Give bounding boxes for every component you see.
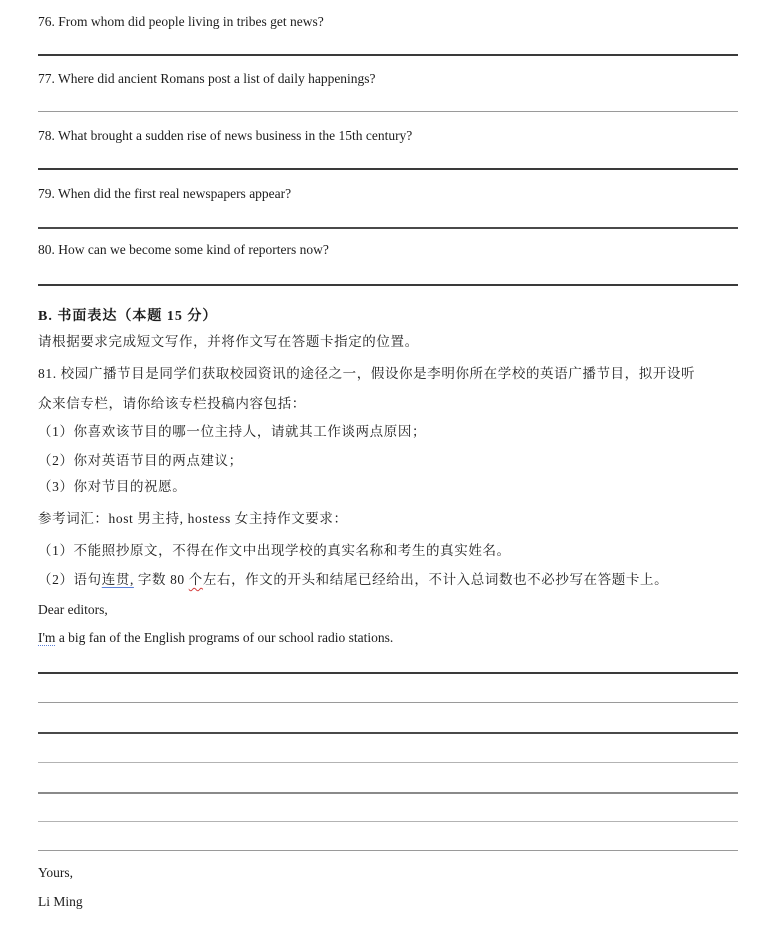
requirement-2 [38,571,668,589]
essay-line [38,702,738,703]
spellcheck-underline: I'm [38,630,56,645]
answer-line [38,54,738,56]
grammar-check-underline: 连贯, [101,572,134,587]
letter-signature: Li Ming [38,894,83,909]
question-77: 77. Where did ancient Romans post a list of daily happenings? [38,71,376,86]
letter-closing: Yours, [38,865,74,880]
requirement-2-text: （2）语句 [38,572,102,587]
question-78: 78. What brought a sudden rise of news business in the 15th century? [38,128,413,143]
requirement-2-text: 左右，作文的开头和结尾已经给出，不计入总词数也不必抄写在答题卡上。 [202,572,669,587]
answer-line [38,168,738,170]
requirement-1: （1）不能照抄原文，不得在作文中出现学校的真实名称和考生的真实姓名。 [38,543,511,558]
letter-opening-text: a big fan of the English programs of our school radio stations. [55,630,394,645]
essay-line [38,792,738,794]
essay-line [38,850,738,851]
question-80: 80. How can we become some kind of reporters now? [38,242,329,257]
reference-words: 参考词汇：host 男主持, hostess 女主持作文要求： [38,511,348,526]
letter-salutation: Dear editors, [38,602,108,617]
requirement-2-text: 字数 80 [133,572,189,587]
essay-line [38,762,738,763]
task-81-line2: 众来信专栏，请你给该专栏投稿内容包括： [38,396,306,411]
section-b-instruction: 请根据要求完成短文写作，并将作文写在答题卡指定的位置。 [38,334,419,349]
spellcheck-underline: 个 [188,572,203,587]
essay-line [38,732,738,734]
answer-line [38,111,738,112]
question-76: 76. From whom did people living in tribes get news? [38,14,324,29]
essay-line [38,672,738,674]
section-divider-line [38,284,738,286]
essay-line [38,821,738,822]
content-point-2: （2）你对英语节目的两点建议； [38,453,243,468]
content-point-1: （1）你喜欢该节目的哪一位主持人，请就其工作谈两点原因； [38,424,427,439]
content-point-3: （3）你对节目的祝愿。 [38,479,187,494]
section-b-heading: B. 书面表达（本题 15 分） [38,309,218,324]
answer-line [38,227,738,229]
letter-opening [38,629,393,646]
task-81-line1: 81. 校园广播节目是同学们获取校园资讯的途径之一，假设你是李明你所在学校的英语广播节目，拟开设听 [38,366,696,381]
question-79: 79. When did the first real newspapers appear? [38,186,292,201]
